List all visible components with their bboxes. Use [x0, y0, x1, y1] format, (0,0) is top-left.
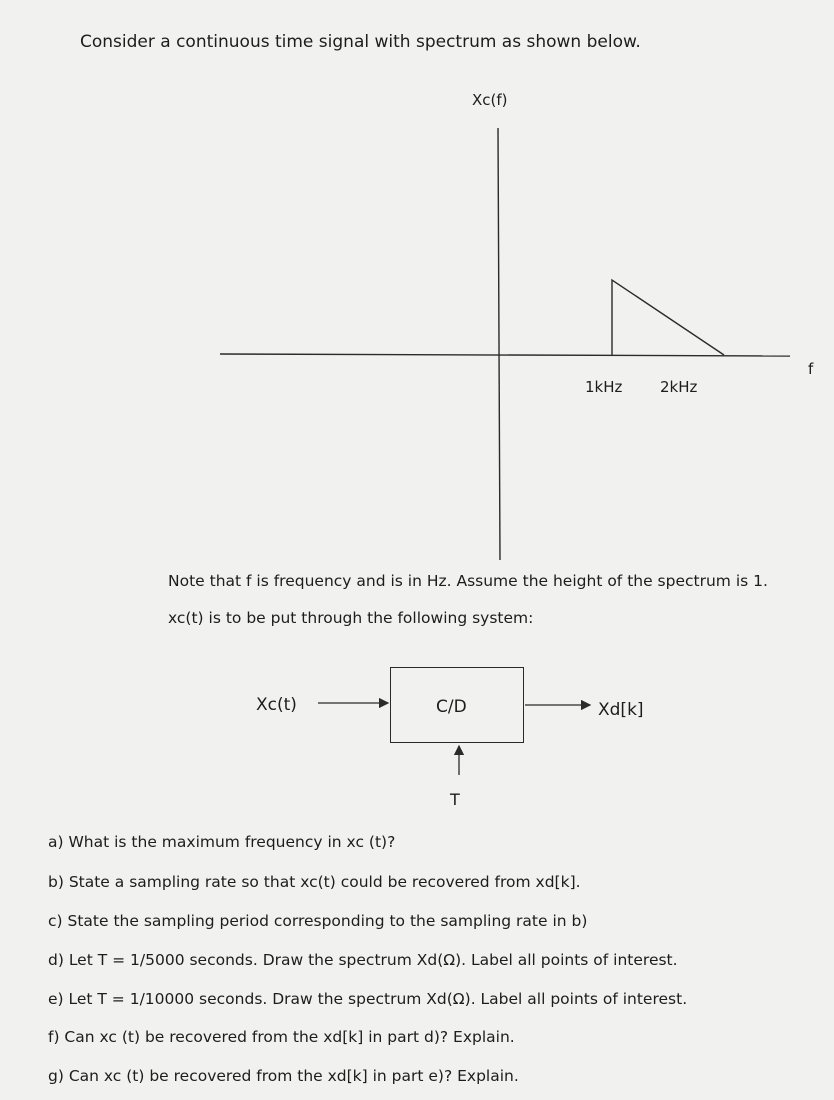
question-f: f) Can xc (t) be recovered from the xd[k] in part d)? Explain. [48, 1028, 515, 1046]
question-g: g) Can xc (t) be recovered from the xd[k] in part e)? Explain. [48, 1067, 519, 1085]
y-axis-label: Xc(f) [472, 91, 508, 109]
period-label: T [450, 790, 460, 809]
x-axis-label: f [808, 360, 814, 378]
tick-label-2khz: 2kHz [660, 378, 698, 396]
question-c: c) State the sampling period corresponding to the sampling rate in b) [48, 912, 588, 930]
note-text: Note that f is frequency and is in Hz. Assume the height of the spectrum is 1. [168, 572, 768, 590]
system-input-label: Xc(t) [256, 695, 297, 715]
cd-block-label: C/D [436, 697, 467, 717]
question-b: b) State a sampling rate so that xc(t) could be recovered from xd[k]. [48, 873, 581, 891]
tick-label-1khz: 1kHz [585, 378, 623, 396]
system-output-label: Xd[k] [598, 700, 644, 720]
question-e: e) Let T = 1/10000 seconds. Draw the spectrum Xd(Ω). Label all points of interest. [48, 990, 688, 1008]
intro-text: Consider a continuous time signal with spectrum as shown below. [80, 32, 641, 52]
question-d: d) Let T = 1/5000 seconds. Draw the spectrum Xd(Ω). Label all points of interest. [48, 951, 678, 969]
system-intro-text: xc(t) is to be put through the following system: [168, 609, 534, 627]
question-a: a) What is the maximum frequency in xc (t)? [48, 833, 396, 851]
